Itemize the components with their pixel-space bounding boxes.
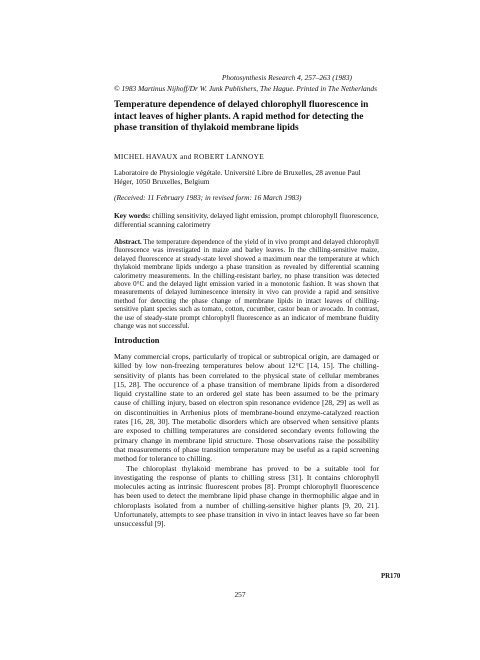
keywords <box>114 211 379 229</box>
author-list: MICHEL HAVAUX and ROBERT LANNOYE <box>114 152 265 161</box>
paragraph: The chloroplast thylakoid membrane has proved to be a suitable tool for investigating the response of plants to chilling stress [31]. It contains chlorophyll molecules acting as intrinsic fluorescent probes [8]. Prompt chlorophyll fluorescence has been used to detect the membrane lipid phase change in thermophilic algae and in chloroplasts isolated from a number of chilling-sensitive higher plants [9, 20, 21]. Unfortunately, attempts to see phase transition in vivo in intact leaves have so far been unsuccessful [9]. <box>114 463 379 529</box>
abstract-label: Abstract. <box>114 238 142 246</box>
keywords-text: chilling sensitivity, delayed light emission, prompt chlorophyll fluorescence, differential scanning calorimetry <box>114 211 379 229</box>
abstract-text: The temperature dependence of the yield of in vivo prompt and delayed chlorophyll fluorescence was investigated in maize and barley leaves. In the chilling-sensitive maize, delayed fluorescence at steady-state level showed a maximum near the temperature at which thylakoid membrane lipids undergo a phase transition as revealed by differential scanning calorimetry measurements. In the chilling-resistant barley, no phase transition was detected above 0°C and the delayed light emission varied in a monotonic fashion. It was shown that measurements of delayed luminescence intensity in vivo can provide a rapid and sensitive method for detecting the phase change of membrane lipids in intact leaves of chilling-sensitive plant species such as tomato, cotton, cucumber, castor bean or avocado. In contrast, the use of steady-state prompt chlorophyll fluorescence as an indicator of membrane fluidity change was not successful. <box>114 238 379 331</box>
page-number: 257 <box>234 590 246 599</box>
paragraph: Many commercial crops, particularly of tropical or subtropical origin, are damaged or killed by low non-freezing temperatures below about 12°C [14, 15]. The chilling-sensitivity of plants has been correlated to the physical state of cellular membranes [15, 28]. The occurence of a phase transition of membrane lipids from a disordered liquid crystalline state to an ordered gel state has been assumed to be the primary cause of chilling injury, based on electron spin resonance evidence [28, 29] as well as on discontinuities in Arrhenius plots of membrane-bound enzyme-catalyzed reaction rates [16, 28, 30]. The metabolic disorders which are observed when sensitive plants are exposed to chilling temperatures are considered secondary events following the primary change in membrane lipid structure. Those observations raise the possibility that measurements of phase transition temperature may be useful as a rapid screening method for tolerance to chilling. <box>114 352 379 464</box>
received-dates: (Received: 11 February 1983; in revised form: 16 March 1983) <box>114 193 302 202</box>
abstract <box>114 238 379 330</box>
affiliation: Laboratoire de Physiologie végétale. Université Libre de Bruxelles, 28 avenue Paul Héger, 1050 Bruxelles, Belgium <box>114 168 361 186</box>
introduction-body <box>114 352 379 529</box>
publisher-line: © 1983 Martinus Nijhoff/Dr W. Junk Publishers, The Hague. Printed in The Netherlands <box>114 84 377 93</box>
keywords-label: Key words: <box>114 211 151 220</box>
paper-title: Temperature dependence of delayed chlorophyll fluorescence in intact leaves of higher plants. A rapid method for detecting the phase transition of thylakoid membrane lipids <box>114 100 369 134</box>
journal-citation: Photosynthesis Research 4, 257–263 (1983) <box>221 73 352 82</box>
section-heading-introduction: Introduction <box>114 336 160 345</box>
manuscript-code: PR170 <box>381 573 401 580</box>
